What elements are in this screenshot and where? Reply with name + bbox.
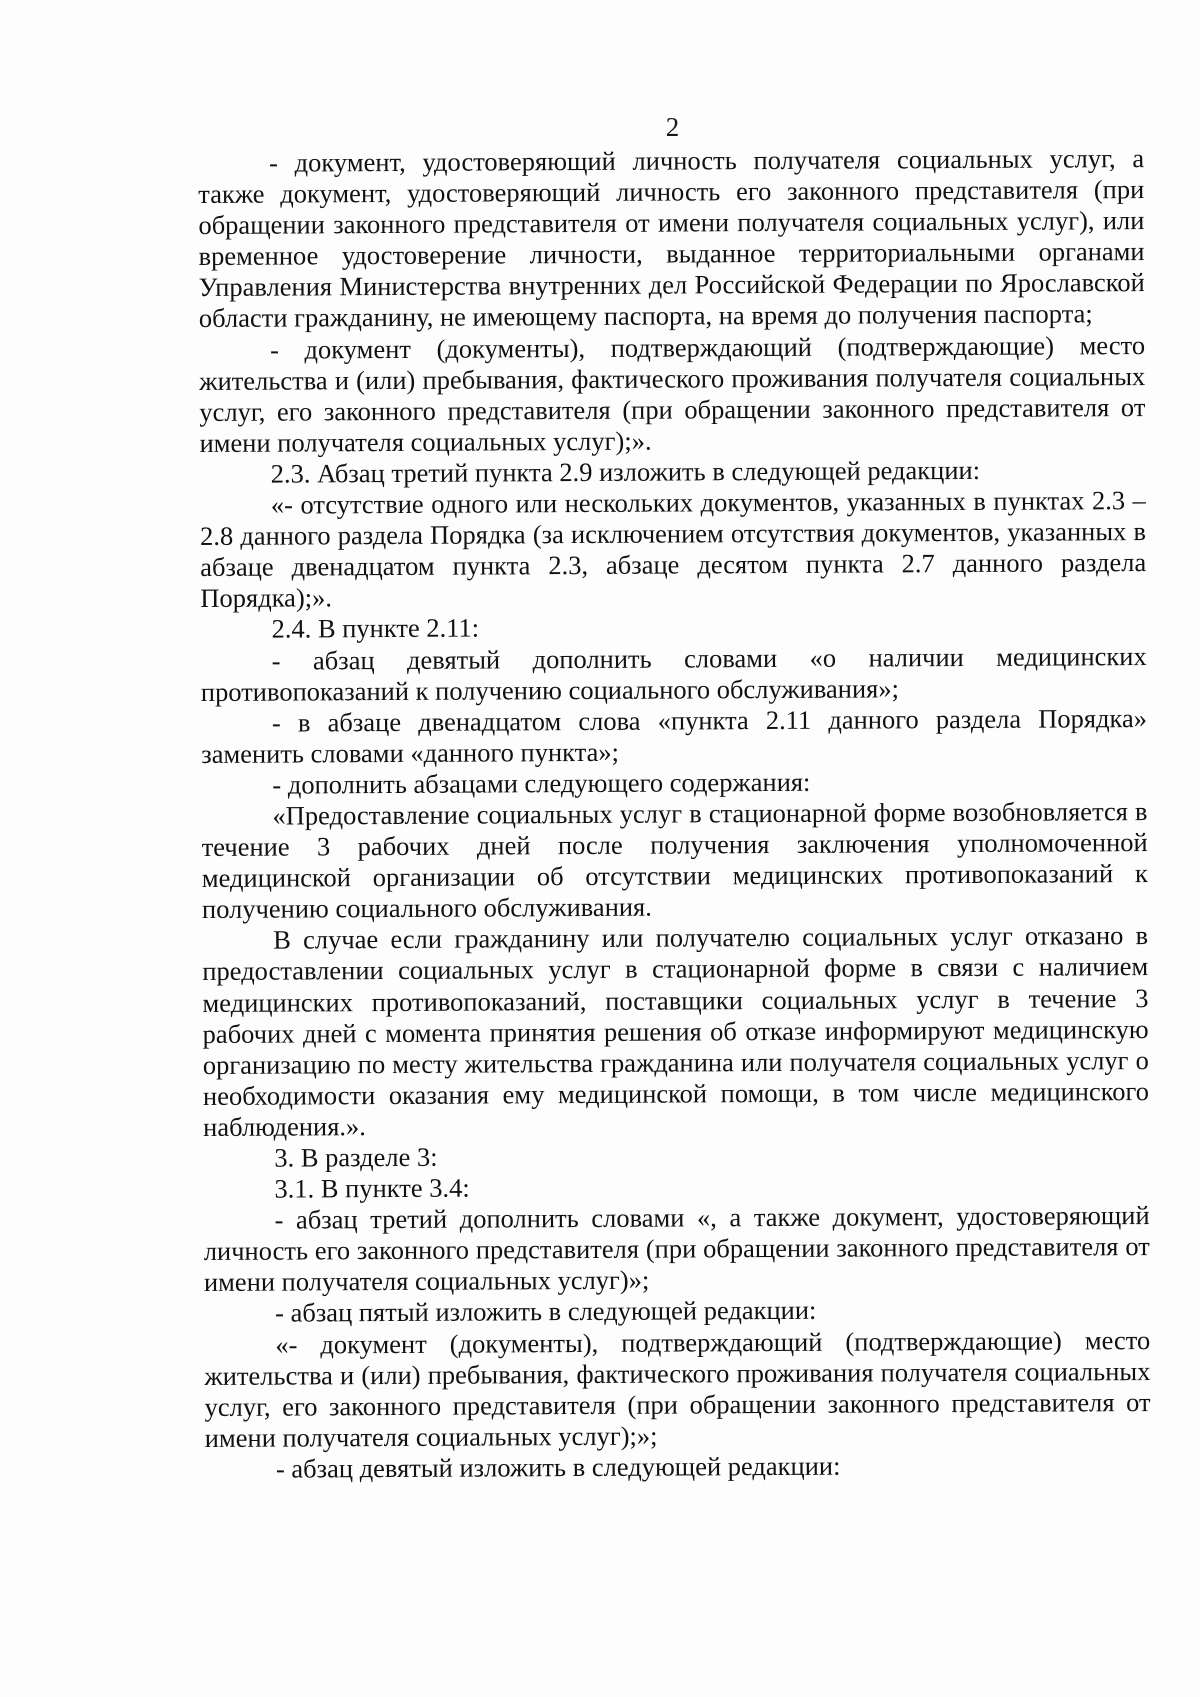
paragraph: - документ, удостоверяющий личность получателя социальных услуг, а также документ, удостоверяющий личность его законного представителя (при обращении законного представителя от имени получателя социальных услуг), или временное удостоверение личности, выданное территориальными органами Управления Министерства внутренних дел Российской Федерации по Ярославской области гражданину, не имеющему паспорта, на время до получения паспорта; [198, 143, 1145, 334]
paragraph: «- отсутствие одного или нескольких документов, указанных в пунктах 2.3 – 2.8 данного раздела Порядка (за исключением отсутствия документов, указанных в абзаце двенадцатом пункта 2.3, абзаце десятом пункта 2.7 данного раздела Порядка);». [199, 485, 1147, 614]
paragraph: - документ (документы), подтверждающий (подтверждающие) место жительства и (или) пребывания, фактического проживания получателя социальных услуг, его законного представителя (при обращении законного представителя от имени получателя социальных услуг);». [199, 329, 1146, 458]
paragraph: 3. В разделе 3: [274, 1141, 438, 1173]
document-body [198, 143, 1151, 1485]
paragraph: 2.3. Абзац третий пункта 2.9 изложить в следующей редакции: [270, 454, 981, 489]
paragraph: - абзац девятый дополнить словами «о наличии медицинских противопоказаний к получению социального обслуживания»; [200, 640, 1147, 707]
paragraph: - абзац пятый изложить в следующей редакции: [275, 1295, 817, 1329]
paragraph: 2.4. В пункте 2.11: [271, 612, 480, 645]
page-number: 2 [665, 112, 680, 142]
paragraph: - абзац девятый изложить в следующей редакции: [275, 1450, 841, 1484]
paragraph: «- документ (документы), подтверждающий (подтверждающие) место жительства и (или) пребывания, фактического проживания получателя социальных услуг, его законного представителя (при обращении законного представителя от имени получателя социальных услуг);»; [204, 1324, 1151, 1453]
paragraph: 3.1. В пункте 3.4: [274, 1172, 470, 1204]
paragraph: - в абзаце двенадцатом слова «пункта 2.11 данного раздела Порядка» заменить словами «данного пункта»; [201, 702, 1148, 769]
paragraph: «Предоставление социальных услуг в стационарной форме возобновляется в течение 3 рабочих дней после получения заключения уполномоченной медицинской организации об отсутствии медицинских противопоказаний к получению социального обслуживания. [201, 796, 1148, 925]
paragraph: В случае если гражданину или получателю социальных услуг отказано в предоставлении социальных услуг в стационарной форме в связи с наличием медицинских противопоказаний, поставщики социальных услуг в течение 3 рабочих дней с момента принятия решения об отказе информируют медицинскую организацию по месту жительства гражданина или получателя социальных услуг о необходимости оказания ему медицинской помощи, в том числе медицинского наблюдения.». [202, 920, 1150, 1142]
paragraph: - абзац третий дополнить словами «, а также документ, удостоверяющий личность его законного представителя (при обращении законного представителя от имени получателя социальных услуг)»; [203, 1200, 1150, 1298]
paragraph: - дополнить абзацами следующего содержания: [272, 766, 811, 800]
